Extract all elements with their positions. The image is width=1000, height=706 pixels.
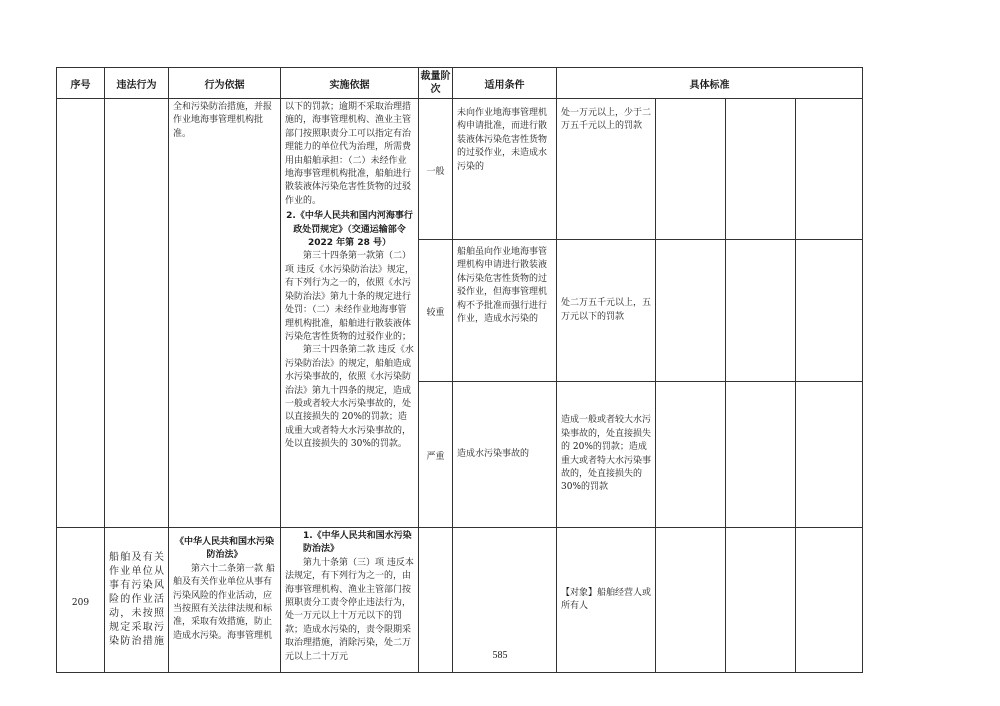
empty-cell (726, 382, 796, 528)
cond-cell (453, 240, 557, 382)
empty-cell (656, 382, 726, 528)
std-text: 处二万五千元以上，五万元以下的罚款 (561, 298, 651, 322)
basis-text: 第六十二条第一款 船舶及有关作业单位从事有污染风险的作业活动，应当按照有关法律法规和标准，采取有效措施，防止造成水污染。海事管理机 (173, 563, 275, 641)
table-row (57, 99, 863, 240)
penalty-standards-table (56, 67, 863, 673)
level-cell (419, 382, 453, 528)
basis-clip (173, 530, 276, 670)
header-impl: 实施依据 (281, 68, 419, 99)
header-row (57, 68, 863, 99)
std-text: 造成一般或者较大水污染事故的，处直接损失的 20%的罚款；造成重大或者特大水污染事故的，处直接损失的 30%的罚款 (561, 415, 651, 493)
basis-text: 全和污染防治措施，并报作业地海事管理机构批准。 (173, 102, 273, 139)
impl-cell (281, 99, 419, 528)
std-cell (557, 99, 656, 240)
impl-text-2: 第三十四条第一款第（二）项 违反《水污染防治法》规定，有下列行为之一的，依照《水污染防治法》第九十条的规定进行处罚：（二）未经作业地海事管理机构批准，船舶进行散装液体污染危害性货物的过驳作业的； (285, 251, 414, 342)
act-text: 船舶及有关作业单位从事有污染风险的作业活动，未按照规定采取污染防治措施 (109, 552, 164, 647)
impl-text-3: 第三十四条第二款 违反《水污染防治法》的规定，船舶造成水污染事故的，依照《水污染防治法》第九十四条的规定，造成一般或者较大水污染事故的，处以直接损失的 20%的罚款；造成重大或者特大水污染事故的，处以直接损失的 30%的罚款。 (285, 345, 414, 450)
page-number: 585 (492, 650, 508, 661)
std-cell (557, 382, 656, 528)
empty-cell (726, 240, 796, 382)
cond-text: 未向作业地海事管理机构申请批准，而进行散装液体污染危害性货物的过驳作业，未造成水污染的 (457, 108, 548, 172)
empty-cell (726, 99, 796, 240)
cond-text: 造成水污染事故的 (457, 448, 530, 459)
impl-title: 1.《中华人民共和国水污染防治法》 (303, 531, 412, 555)
basis-cell (169, 99, 281, 528)
act-cell (105, 99, 169, 528)
seq-cell (57, 99, 105, 528)
seq-number: 209 (71, 597, 90, 608)
empty-cell (796, 240, 863, 382)
impl-text: 第九十条第（三）项 违反本法规定，有下列行为之一的，由海事管理机构、渔业主管部门按照职责分工责令停止违法行为，处一万元以上十万元以下的罚款；造成水污染的，责令限期采取治理措施，消除污染，处二万元以上二十万元 (285, 557, 414, 662)
header-act: 违法行为 (105, 68, 169, 99)
header-cond: 适用条件 (453, 68, 557, 99)
empty-cell (796, 99, 863, 240)
basis-title: 《中华人民共和国水污染防治法》 (174, 537, 274, 561)
cond-text: 船舶虽向作业地海事管理机构申请进行散装液体污染危害性货物的过驳作业，但海事管理机构不予批准而强行进行作业，造成水污染的 (457, 247, 548, 325)
std-cell (557, 240, 656, 382)
level-cell (419, 99, 453, 240)
std-text: 处一万元以上，少于二万五千元以上的罚款 (561, 108, 651, 132)
header-std: 具体标准 (557, 68, 863, 99)
empty-cell (656, 240, 726, 382)
empty-cell (656, 99, 726, 240)
impl-text-1: 以下的罚款；逾期不采取治理措施的，海事管理机构、渔业主管部门按照职责分工可以指定有治理能力的单位代为治理，所需费用由船舶承担：（二）未经作业地海事管理机构批准，船舶进行散装液体污染危害性货物的过驳作业的。 (285, 102, 412, 206)
cond-cell (453, 99, 557, 240)
cond-cell (453, 382, 557, 528)
header-basis: 行为依据 (169, 68, 281, 99)
level-label: 严重 (426, 452, 445, 463)
empty-cell (796, 382, 863, 528)
header-seq: 序号 (57, 68, 105, 99)
header-level: 裁量阶次 (419, 68, 453, 99)
level-label: 一般 (426, 166, 445, 177)
level-label: 较重 (426, 308, 445, 319)
std-text: 【对象】船舶经营人或所有人 (561, 587, 651, 611)
impl-clip (285, 530, 414, 670)
impl-title-2: 2.《中华人民共和国内河海事行政处罚规定》（交通运输部令 2022 年第 28 号） (286, 211, 413, 249)
level-cell (419, 240, 453, 382)
